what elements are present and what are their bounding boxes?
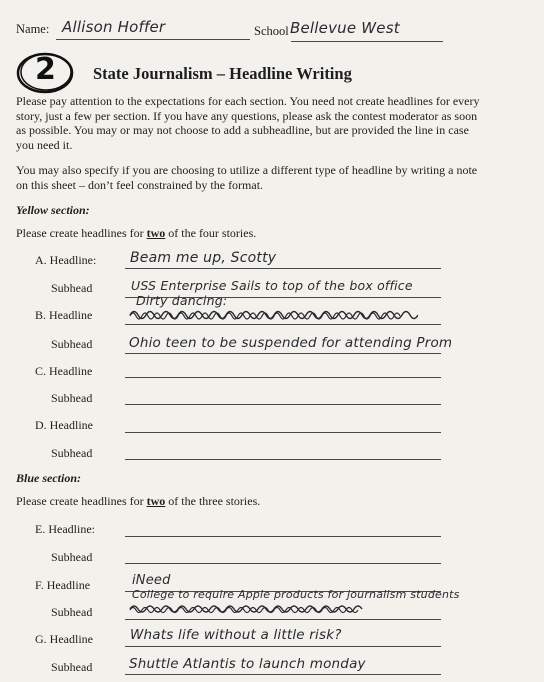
row-e-headline-line <box>125 536 441 537</box>
yellow-section-heading: Yellow section: <box>16 203 90 217</box>
row-f-headline-label: F. Headline <box>35 578 91 592</box>
row-e-subhead-label: Subhead <box>51 550 93 564</box>
yellow-section-prompt: Please create headlines for two of the four stories. <box>16 226 257 240</box>
row-f-subhead-label: Subhead <box>51 605 93 619</box>
instructions-paragraph-2: You may also specify if you are choosing to utilize a different type of headline by writing a note on this sheet – don’t feel constrained by the format. <box>16 163 478 192</box>
row-a-headline-line <box>125 268 441 269</box>
row-b-subhead-line <box>125 353 441 354</box>
row-f-scribble-mark <box>128 602 364 617</box>
row-a-headline-label: A. Headline: <box>35 253 97 267</box>
row-f-subhead-line <box>125 619 441 620</box>
row-c-headline-label: C. Headline <box>35 364 93 378</box>
school-name: Bellevue West <box>290 19 400 37</box>
row-g-subhead-label: Subhead <box>51 660 93 674</box>
row-c-headline-line <box>125 377 441 378</box>
name-line <box>56 39 250 40</box>
row-b-subhead-label: Subhead <box>51 337 93 351</box>
row-g-subhead-line <box>125 674 441 675</box>
student-name: Allison Hoffer <box>62 18 166 36</box>
row-c-subhead-line <box>125 404 441 405</box>
school-line <box>291 41 443 42</box>
instructions-paragraph-1: Please pay attention to the expectations for each section. You need not create headlines for every story, just a few per section. If you have any questions, please ask the contest moderator as soon as possible. You may or may not choose to add a subheadline, but are provided the line in case you need it. <box>16 94 480 152</box>
row-g-headline-label: G. Headline <box>35 632 93 646</box>
row-b-headline-label: B. Headline <box>35 308 93 322</box>
row-f-subhead-text: College to require Apple products for journalism students <box>132 588 460 601</box>
contest-number: 2 <box>35 52 57 87</box>
row-a-headline-text: Beam me up, Scotty <box>130 250 277 266</box>
row-e-subhead-line <box>125 563 441 564</box>
row-b-headline-line <box>125 324 441 325</box>
row-b-scribble-mark <box>128 307 418 323</box>
row-a-subhead-text: USS Enterprise Sails to top of the box office <box>131 278 413 293</box>
name-label: Name: <box>16 22 50 36</box>
row-d-headline-label: D. Headline <box>35 418 93 432</box>
row-d-subhead-label: Subhead <box>51 446 93 460</box>
blue-section-heading: Blue section: <box>16 471 81 485</box>
row-a-subhead-label: Subhead <box>51 281 93 295</box>
school-label: School <box>254 24 289 38</box>
row-c-subhead-label: Subhead <box>51 391 93 405</box>
row-b-subhead-text: Ohio teen to be suspended for attending Prom <box>129 335 453 351</box>
row-d-headline-line <box>125 432 441 433</box>
row-f-headline-text: iNeed <box>132 573 171 588</box>
row-b-headline-text: Dirty dancing: <box>136 293 228 308</box>
blue-section-prompt: Please create headlines for two of the three stories. <box>16 494 261 508</box>
row-g-subhead-text: Shuttle Atlantis to launch monday <box>129 656 366 672</box>
page-title: State Journalism – Headline Writing <box>93 64 352 83</box>
row-g-headline-line <box>125 646 441 647</box>
row-d-subhead-line <box>125 459 441 460</box>
row-g-headline-text: Whats life without a little risk? <box>130 627 342 643</box>
row-e-headline-label: E. Headline: <box>35 522 95 536</box>
